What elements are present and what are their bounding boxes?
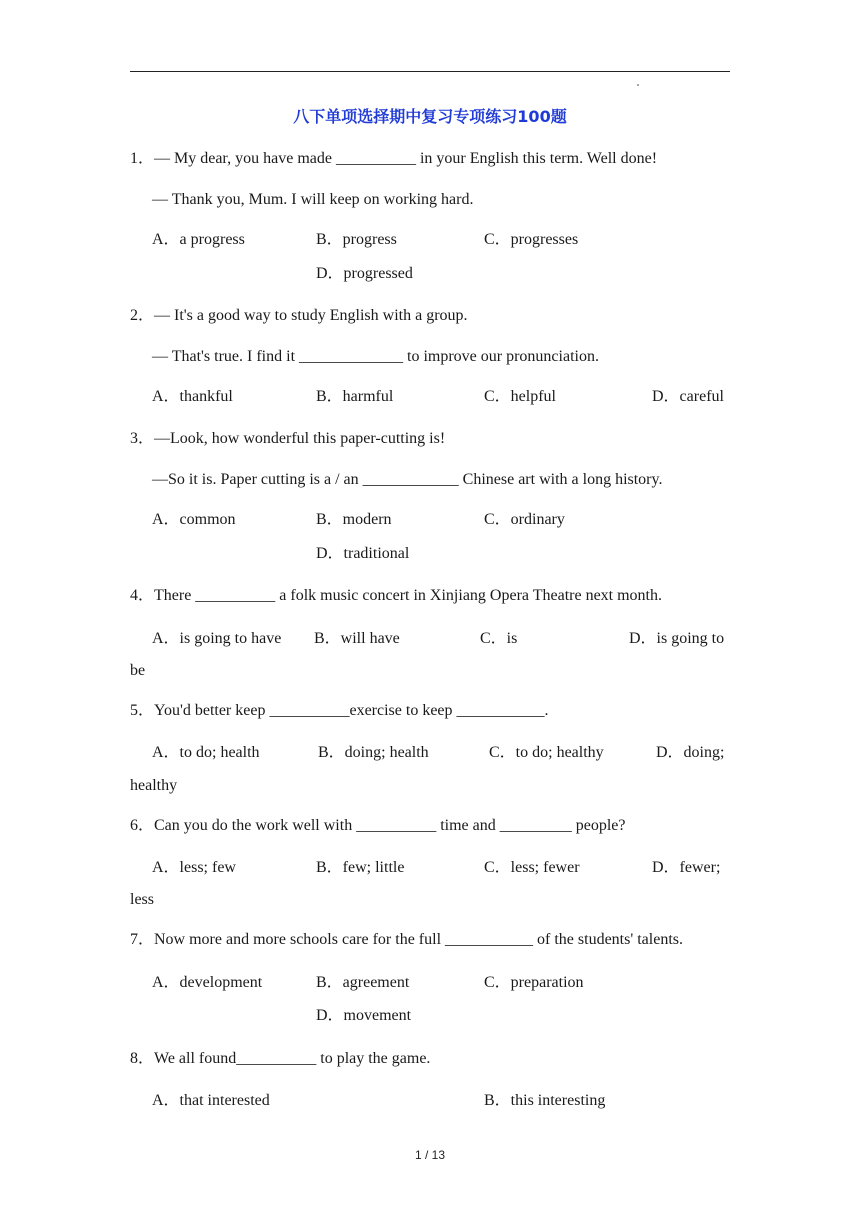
question-2-stem: 2．— It's a good way to study English with a group. xyxy=(130,307,468,324)
question-2-reply: — That's true. I find it _____________ to improve our pronunciation. xyxy=(152,348,599,365)
question-3-option-c: C．ordinary xyxy=(484,511,565,528)
question-5-option-a: A．to do; health xyxy=(152,744,260,761)
question-3-reply: —So it is. Paper cutting is a / an ____________ Chinese art with a long history. xyxy=(152,471,663,488)
question-2-option-c: C．helpful xyxy=(484,388,556,405)
page-number: 1 / 13 xyxy=(414,1148,446,1162)
question-5-stem: 5．You'd better keep __________exercise to keep ___________. xyxy=(130,702,549,719)
header-dot xyxy=(637,84,639,86)
question-1-option-a: A．a progress xyxy=(152,231,245,248)
question-1-stem: 1．— My dear, you have made __________ in your English this term. Well done! xyxy=(130,150,658,167)
question-8-option-a: A．that interested xyxy=(152,1092,270,1109)
question-4-option-d: D．is going to xyxy=(629,630,725,647)
question-7-stem: 7．Now more and more schools care for the full ___________ of the students' talents. xyxy=(130,931,683,948)
question-6-stem: 6．Can you do the work well with __________ time and _________ people? xyxy=(130,817,626,834)
header-rule xyxy=(130,71,730,72)
question-4-stem: 4．There __________ a folk music concert in Xinjiang Opera Theatre next month. xyxy=(130,587,662,604)
question-3-option-a: A．common xyxy=(152,511,236,528)
question-7-option-c: C．preparation xyxy=(484,974,584,991)
question-3-option-d: D．traditional xyxy=(316,545,410,562)
question-5-option-d: D．doing; xyxy=(656,744,725,761)
question-2-option-b: B．harmful xyxy=(316,388,394,405)
question-1-option-d: D．progressed xyxy=(316,265,413,282)
question-1-reply: — Thank you, Mum. I will keep on working hard. xyxy=(152,191,474,208)
question-5-option-b: B．doing; health xyxy=(318,744,429,761)
question-7-option-b: B．agreement xyxy=(316,974,410,991)
question-2-option-a: A．thankful xyxy=(152,388,233,405)
question-6-option-b: B．few; little xyxy=(316,859,405,876)
question-6-option-d-continued: less xyxy=(130,891,154,908)
question-3-stem: 3．—Look, how wonderful this paper-cutting is! xyxy=(130,430,446,447)
question-8-stem: 8．We all found__________ to play the game. xyxy=(130,1050,431,1067)
page-title: 八下单项选择期中复习专项练习100题 xyxy=(293,107,567,126)
question-5-option-c: C．to do; healthy xyxy=(489,744,604,761)
question-5-option-d-continued: healthy xyxy=(130,777,178,794)
question-7-option-d: D．movement xyxy=(316,1007,412,1024)
question-6-option-d: D．fewer; xyxy=(652,859,721,876)
question-2-option-d: D．careful xyxy=(652,388,724,405)
question-4-option-b: B．will have xyxy=(314,630,400,647)
question-6-option-c: C．less; fewer xyxy=(484,859,580,876)
question-4-option-a: A．is going to have xyxy=(152,630,282,647)
question-1-option-c: C．progresses xyxy=(484,231,579,248)
question-8-option-b: B．this interesting xyxy=(484,1092,606,1109)
question-3-option-b: B．modern xyxy=(316,511,392,528)
question-6-option-a: A．less; few xyxy=(152,859,236,876)
question-7-option-a: A．development xyxy=(152,974,263,991)
question-1-option-b: B．progress xyxy=(316,231,397,248)
question-4-option-c: C．is xyxy=(480,630,518,647)
question-4-option-d-continued: be xyxy=(130,662,146,679)
